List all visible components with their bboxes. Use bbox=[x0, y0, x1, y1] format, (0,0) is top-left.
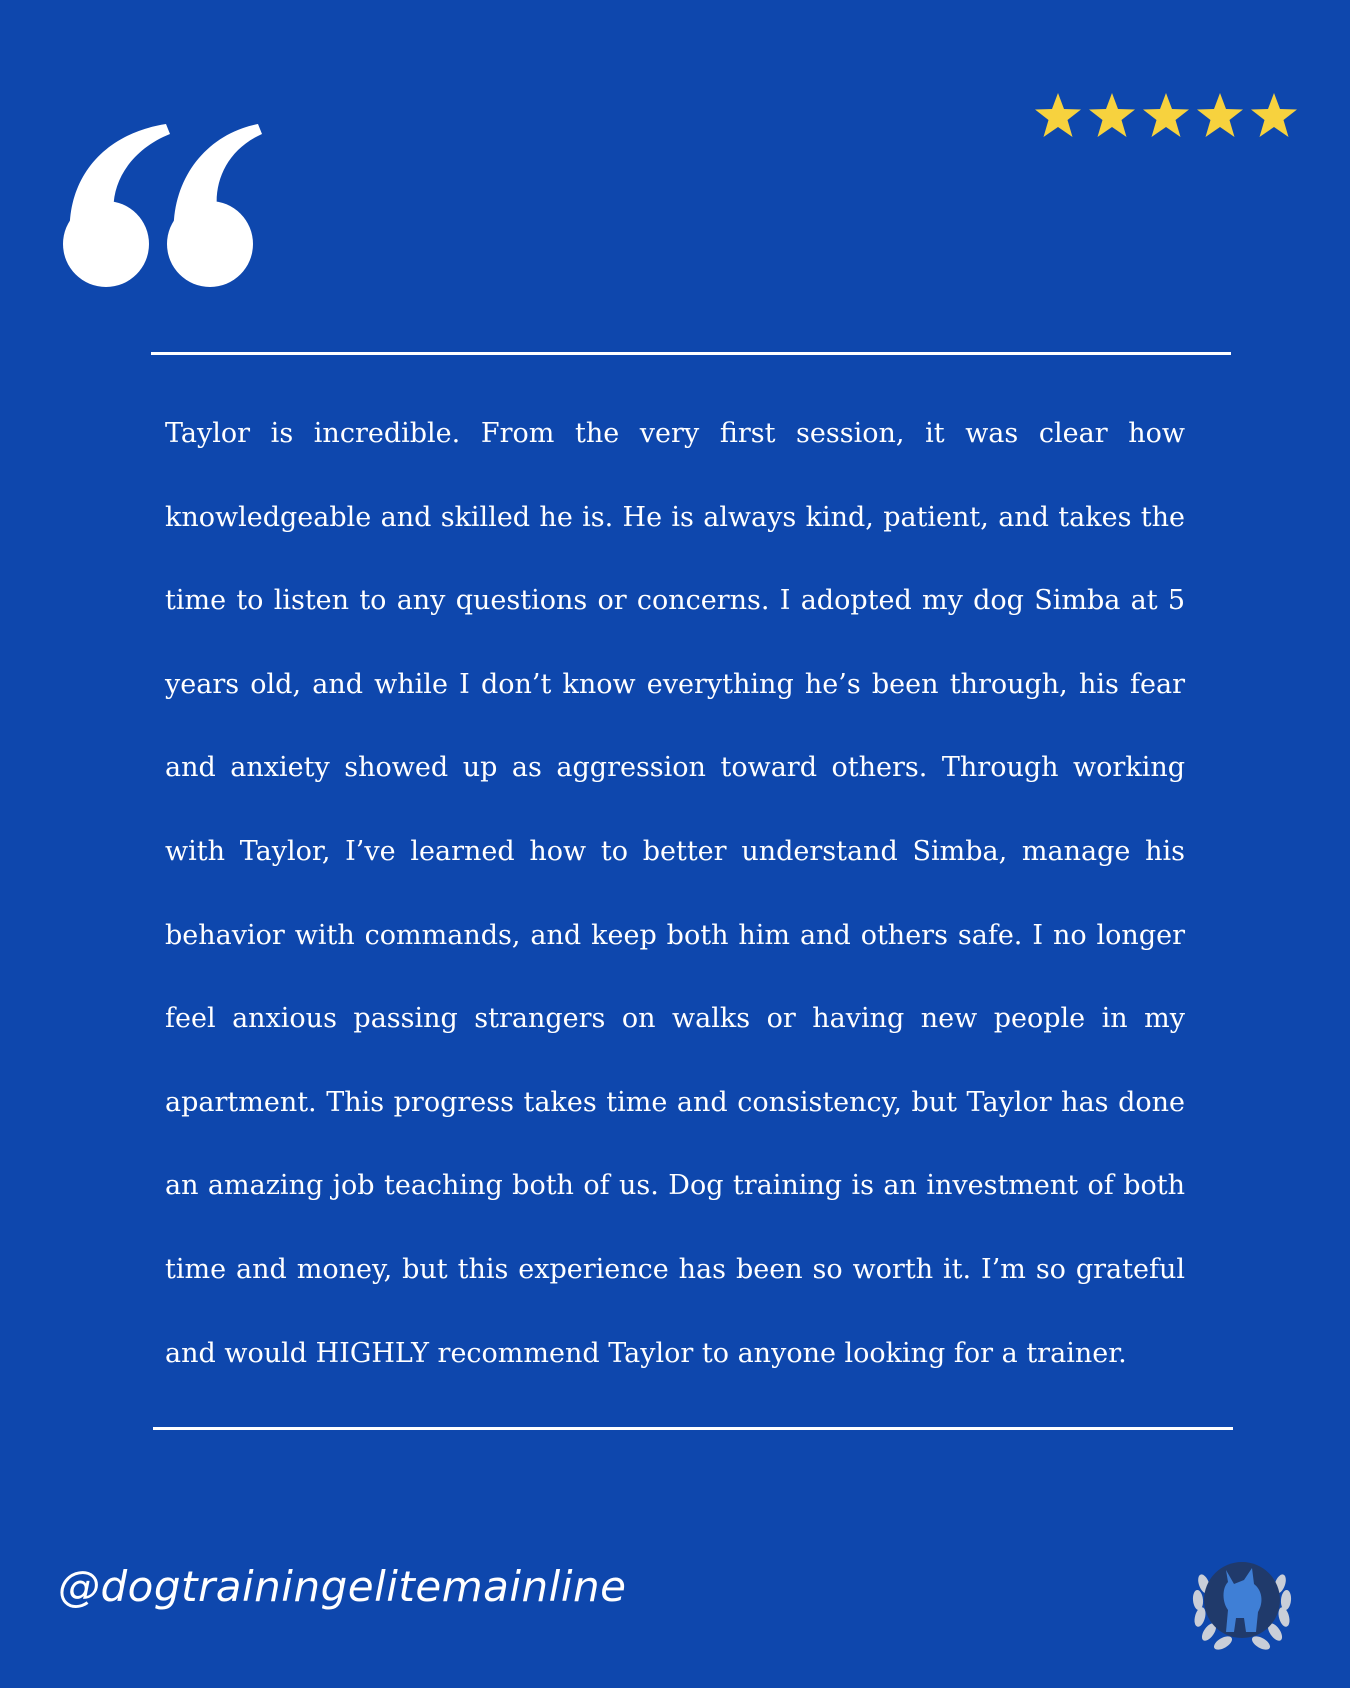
open-quote-icon bbox=[58, 120, 268, 290]
star-rating bbox=[1034, 92, 1298, 138]
star-icon bbox=[1196, 92, 1244, 138]
bottom-divider bbox=[153, 1427, 1233, 1430]
star-icon bbox=[1250, 92, 1298, 138]
top-divider bbox=[151, 352, 1231, 355]
instagram-handle: @dogtrainingelitemainline bbox=[58, 1562, 627, 1611]
star-icon bbox=[1142, 92, 1190, 138]
laurel-dog-logo bbox=[1182, 1540, 1302, 1660]
star-icon bbox=[1034, 92, 1082, 138]
testimonial-text: Taylor is incredible. From the very first session, it was clear how knowledgeable and skilled he is. He is always kind, patient, and takes the time to listen to any questions or concerns. I adopted my dog Simba at 5 years old, and while I don’t know everything he’s been through, his fear and anxiety showed up as aggression toward others. Through working with Taylor, I’ve learned how to better understand Simba, manage his behavior with commands, and keep both him and others safe. I no longer feel anxious passing strangers on walks or having new people in my apartment. This progress takes time and consistency, but Taylor has done an amazing job teaching both of us. Dog training is an investment of both time and money, but this experience has been so worth it. I’m so grateful and would HIGHLY recommend Taylor to anyone looking for a trainer. bbox=[165, 418, 1185, 1369]
star-icon bbox=[1088, 92, 1136, 138]
